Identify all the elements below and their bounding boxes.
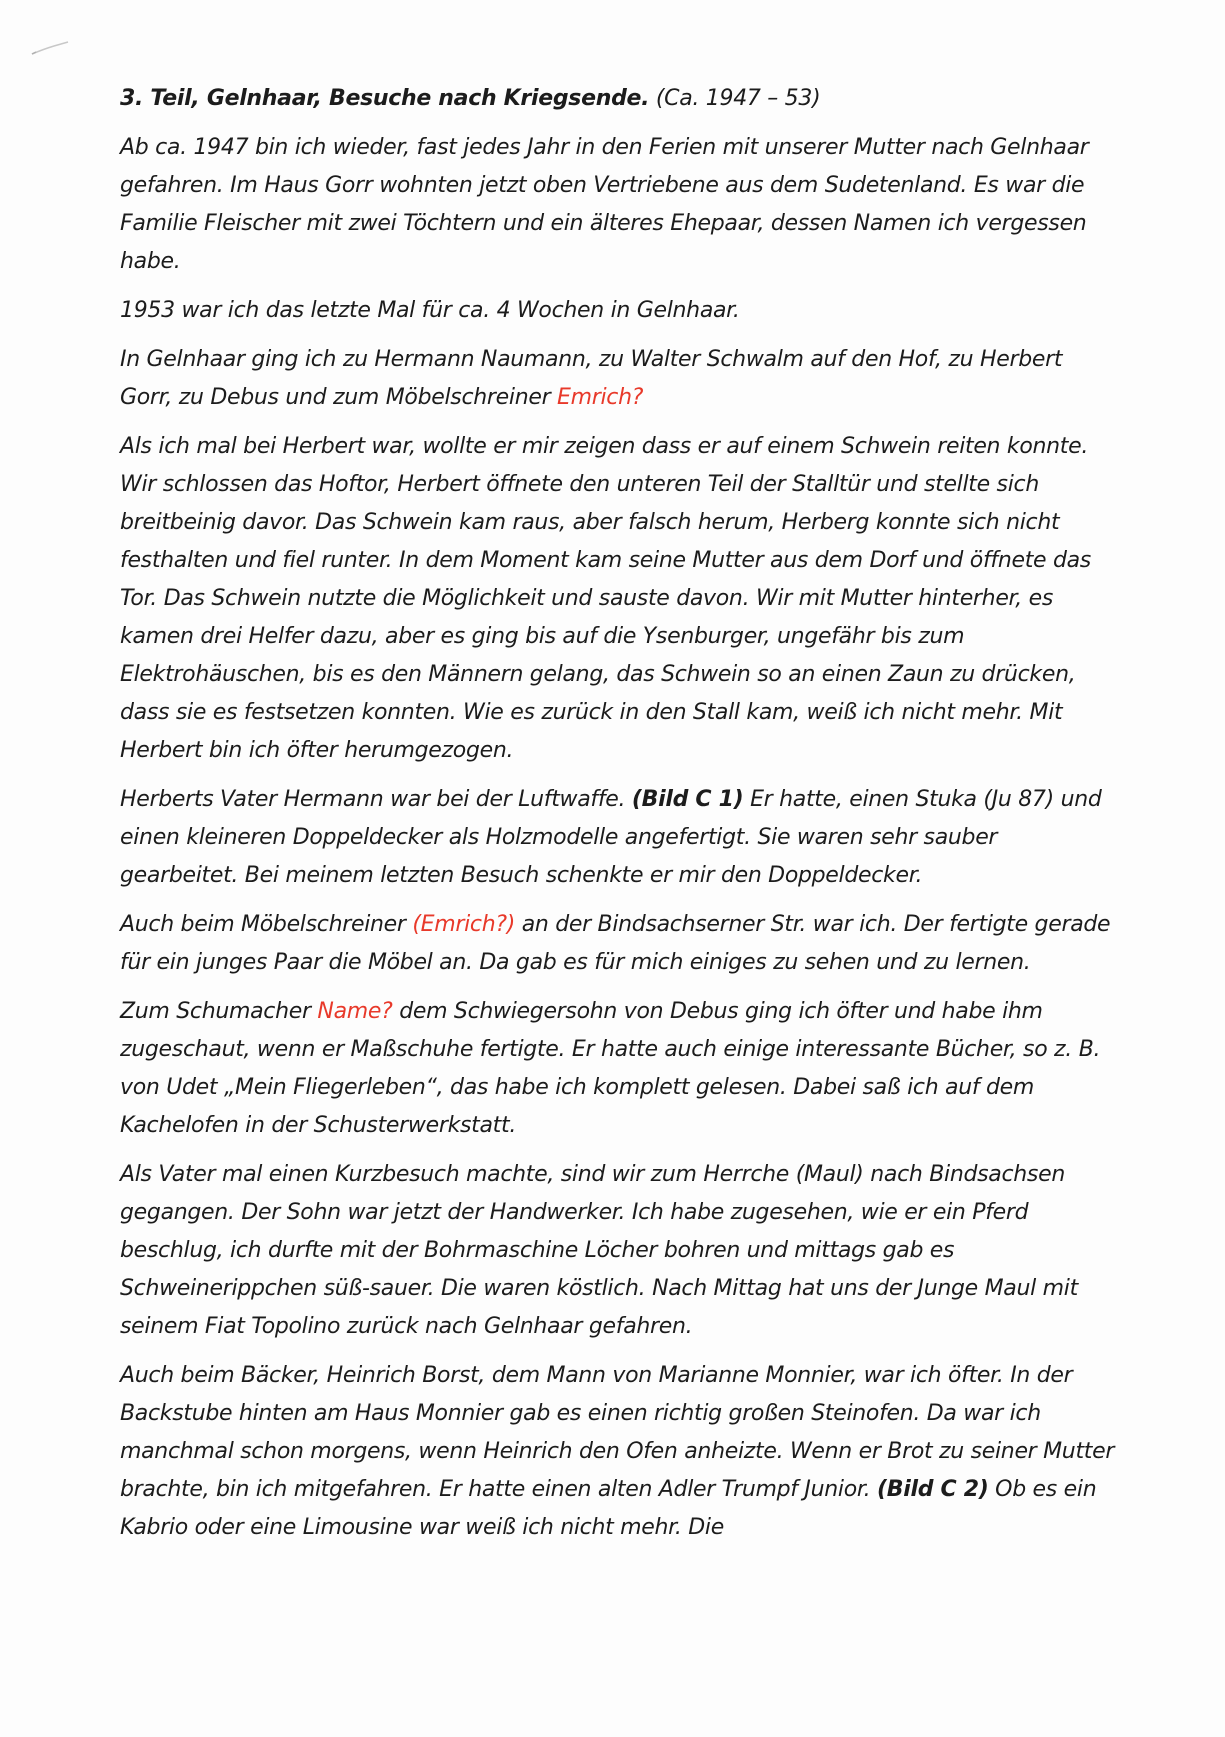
paragraph-3 (120, 341, 1118, 417)
paragraph-2: 1953 war ich das letzte Mal für ca. 4 Wochen in Gelnhaar. (120, 298, 740, 323)
note-emrich: Emrich? (557, 385, 644, 410)
note-name: Name? (317, 999, 393, 1024)
section-heading (120, 80, 1118, 118)
paragraph-5-text-b: Er hatte, einen Stuka (Ju 87) und einen kleineren Doppeldecker als Holzmodelle angefertigt. Sie waren sehr sauber gearbeitet. Bei meinem letzten Besuch schenkte er mir den Doppeldecker. (120, 787, 1102, 888)
paragraph-1: Ab ca. 1947 bin ich wieder, fast jedes Jahr in den Ferien mit unserer Mutter nach Gelnhaar gefahren. Im Haus Gorr wohnten jetzt oben Vertriebene aus dem Sudetenland. Es war die Familie Fleischer mit zwei Töchtern und ein älteres Ehepaar, dessen Namen ich vergessen habe. (120, 135, 1089, 274)
note-emrich-2: (Emrich?) (412, 912, 515, 937)
paragraph-6-text-a: Auch beim Möbelschreiner (120, 912, 413, 937)
document-body (120, 80, 1118, 1558)
heading-date-range: (Ca. 1947 – 53) (649, 86, 821, 111)
paragraph-6-text-b: an der Bindsachserner Str. war ich. Der fertigte gerade für ein junges Paar die Möbel an. Da gab es für mich einiges zu sehen und zu lernen. (120, 912, 1111, 975)
paragraph-7-text-a: Zum Schumacher (120, 999, 318, 1024)
paragraph-8: Als Vater mal einen Kurzbesuch machte, sind wir zum Herrche (Maul) nach Bindsachsen gegangen. Der Sohn war jetzt der Handwerker. Ich habe zugesehen, wie er ein Pferd beschlug, ich durfte mit der Bohrmaschine Löcher bohren und mittags gab es Schweinerippchen süß-sauer. Die waren köstlich. Nach Mittag hat uns der Junge Maul mit seinem Fiat Topolino zurück nach Gelnhaar gefahren. (120, 1162, 1078, 1339)
paragraph-5 (120, 781, 1118, 895)
image-ref-c1: (Bild C 1) (631, 787, 744, 812)
paragraph-3-text: In Gelnhaar ging ich zu Hermann Naumann, zu Walter Schwalm auf den Hof, zu Herbert Gorr, zu Debus und zum Möbelschreiner (120, 347, 1063, 410)
paragraph-7-text-b: dem Schwiegersohn von Debus ging ich öfter und habe ihm zugeschaut, wenn er Maßschuhe fertigte. Er hatte auch einige interessante Bücher, so z. B. von Udet „Mein Fliegerleben“, das habe ich komplett gelesen. Dabei saß ich auf dem Kachelofen in der Schusterwerkstatt. (120, 999, 1101, 1138)
image-ref-c2: (Bild C 2) (877, 1477, 989, 1502)
paragraph-4: Als ich mal bei Herbert war, wollte er mir zeigen dass er auf einem Schwein reiten konnte. Wir schlossen das Hoftor, Herbert öffnete den unteren Teil der Stalltür und stellte sich breitbeinig davor. Das Schwein kam raus, aber falsch herum, Herberg konnte sich nicht festhalten und fiel runter. In dem Moment kam seine Mutter aus dem Dorf und öffnete das Tor. Das Schwein nutzte die Möglichkeit und sauste davon. Wir mit Mutter hinterher, es kamen drei Helfer dazu, aber es ging bis auf die Ysenburger, ungefähr bis zum Elektrohäuschen, bis es den Männern gelang, das Schwein so an einen Zaun zu drücken, dass sie es festsetzen konnten. Wie es zurück in den Stall kam, weiß ich nicht mehr. Mit Herbert bin ich öfter herumgezogen. (120, 434, 1091, 763)
paragraph-6 (120, 906, 1118, 982)
paragraph-9-text-a: Auch beim Bäcker, Heinrich Borst, dem Mann von Marianne Monnier, war ich öfter. In der Backstube hinten am Haus Monnier gab es einen richtig großen Steinofen. Da war ich manchmal schon morgens, wenn Heinrich den Ofen anheizte. Wenn er Brot zu seiner Mutter brachte, bin ich mitgefahren. Er hatte einen alten Adler Trumpf Junior. (120, 1363, 1115, 1502)
paragraph-9 (120, 1357, 1118, 1547)
heading-bold: 3. Teil, Gelnhaar, Besuche nach Kriegsende. (120, 86, 650, 111)
staple-mark (30, 40, 72, 58)
paragraph-5-text-a: Herberts Vater Hermann war bei der Luftwaffe. (120, 787, 632, 812)
paragraph-9-text-b: Ob es ein Kabrio oder eine Limousine war weiß ich nicht mehr. Die (120, 1477, 1097, 1540)
paragraph-7 (120, 993, 1118, 1145)
